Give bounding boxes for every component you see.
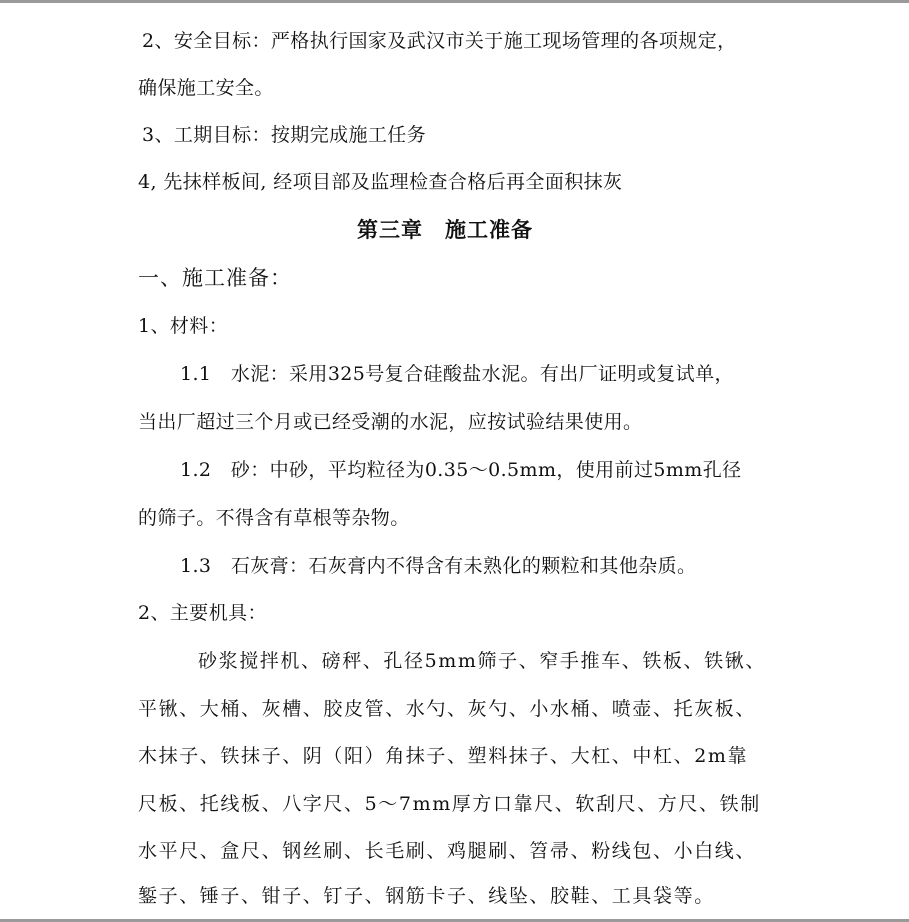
machines-line-5: 水平尺、盒尺、钢丝刷、长毛刷、鸡腿刷、笤帚、粉线包、小白线、 (138, 840, 757, 862)
machines-line-6: 錾子、锤子、钳子、钉子、钢筋卡子、线坠、胶鞋、工具袋等。 (138, 885, 715, 907)
sand-line-2: 的筛子。不得含有草根等杂物。 (138, 507, 410, 529)
materials-heading: 1、材料： (138, 315, 229, 337)
section-title: 一、施工准备： (138, 266, 292, 290)
lime-paste-line: 1.3 石灰膏：石灰膏内不得含有未熟化的颗粒和其他杂质。 (180, 555, 697, 577)
safety-goal-line-1: 2、安全目标：严格执行国家及武汉市关于施工现场管理的各项规定， (142, 30, 737, 52)
machines-line-3: 木抹子、铁抹子、阴（阳）角抹子、塑料抹子、大杠、中杠、2m靠 (138, 745, 749, 767)
sand-line-1: 1.2 砂：中砂，平均粒径为0.35～0.5mm，使用前过5mm孔径 (180, 459, 742, 481)
top-border (0, 0, 909, 3)
machines-line-1: 砂浆搅拌机、磅秤、孔径5mm筛子、窄手推车、铁板、铁锹、 (198, 650, 766, 672)
cement-line-2: 当出厂超过三个月或已经受潮的水泥，应按试验结果使用。 (138, 411, 643, 433)
schedule-goal: 3、工期目标：按期完成施工任务 (142, 124, 427, 146)
machines-line-2: 平锹、大桶、灰槽、胶皮管、水勺、灰勺、小水桶、喷壶、托灰板、 (138, 698, 757, 720)
sample-room-requirement: 4, 先抹样板间, 经项目部及监理检查合格后再全面积抹灰 (138, 171, 623, 193)
cement-line-1: 1.1 水泥：采用325号复合硅酸盐水泥。有出厂证明或复试单， (180, 363, 734, 385)
machines-heading: 2、主要机具： (138, 602, 267, 624)
chapter-title: 第三章 施工准备 (357, 218, 533, 242)
machines-line-4: 尺板、托线板、八字尺、5～7mm厚方口靠尺、软刮尺、方尺、铁制 (138, 793, 761, 815)
safety-goal-line-2: 确保施工安全。 (138, 77, 274, 99)
